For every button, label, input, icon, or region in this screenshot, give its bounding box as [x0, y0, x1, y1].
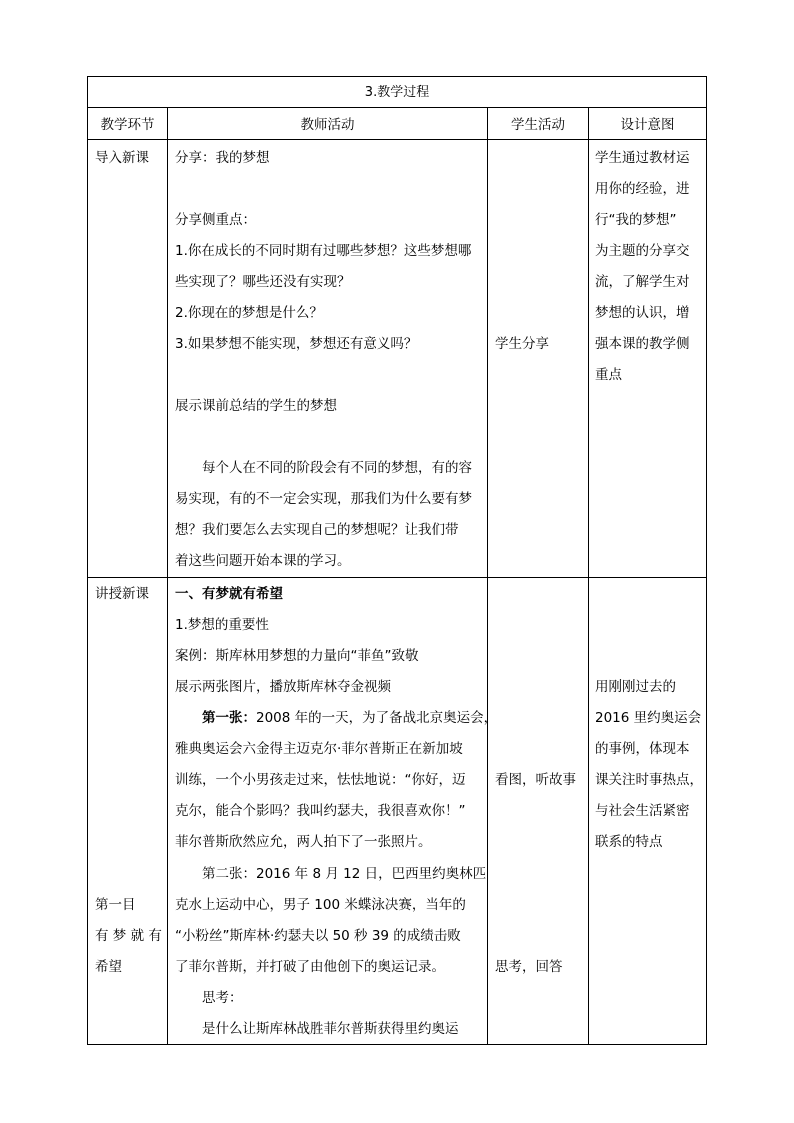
row1-student: 学生分享	[495, 336, 549, 352]
header-student: 学生活动	[511, 117, 565, 133]
row2-student-line: 思考，回答	[495, 959, 563, 975]
rule-row1-bottom	[88, 577, 706, 578]
row2-intent-line: 用刚刚过去的	[595, 679, 676, 695]
row1-teacher-line: 分享：我的梦想	[175, 150, 270, 166]
row2-teacher-line: 雅典奥运会六金得主迈克尔·菲尔普斯正在新加坡	[175, 741, 463, 757]
row1-teacher-line: 每个人在不同的阶段会有不同的梦想，有的容	[202, 460, 472, 476]
row2-intent-line: 2016 里约奥运会	[595, 710, 702, 726]
row2-teacher-line: 展示两张图片，播放斯库林夺金视频	[175, 679, 391, 695]
teaching-process-table	[87, 76, 707, 1045]
row2-intent-line: 联系的特点	[595, 834, 663, 850]
row1-teacher-line: 分享侧重点：	[175, 212, 256, 228]
header-stage: 教学环节	[100, 117, 155, 133]
row1-teacher-line: 2.你现在的梦想是什么？	[175, 305, 323, 321]
row2-intent-line: 课关注时事热点，	[595, 772, 703, 788]
row2-teacher-line: 1.梦想的重要性	[175, 617, 269, 633]
row2-teacher-line: “小粉丝”斯库林·约瑟夫以 50 秒 39 的成绩击败	[175, 928, 461, 944]
rule-header-bottom	[88, 139, 706, 140]
row1-teacher-line: 些实现了？哪些还没有实现？	[175, 274, 351, 290]
row1-teacher-line: 想？我们要怎么去实现自己的梦想呢？让我们带	[175, 522, 459, 538]
row2-teacher-line: 菲尔普斯欣然应允，两人拍下了一张照片。	[175, 834, 432, 850]
row1-intent-line: 流，了解学生对	[595, 274, 690, 290]
row2-teacher-line: 训练，一个小男孩走过来，怯怯地说：“你好，迈	[175, 772, 466, 788]
row2-stage-sub: 第一目	[95, 897, 136, 913]
row1-intent-line: 强本课的教学侧	[595, 336, 690, 352]
header-intent: 设计意图	[620, 117, 675, 133]
row2-teacher-line: 克水上运动中心，男子 100 米蝶泳决赛，当年的	[175, 897, 466, 913]
header-teacher: 教师活动	[300, 117, 355, 133]
photo1-label: 第一张：	[202, 710, 256, 726]
row2-stage: 讲授新课	[95, 586, 149, 602]
row2-stage-sub: 有 梦 就 有	[95, 928, 162, 944]
row2-teacher-line: 第二张：2016 年 8 月 12 日，巴西里约奥林匹	[202, 866, 487, 882]
row1-intent-line: 为主题的分享交	[595, 243, 690, 259]
row1-intent-line: 重点	[595, 367, 622, 383]
row1-teacher-line: 3.如果梦想不能实现，梦想还有意义吗？	[175, 336, 418, 352]
row2-intent-line: 的事例，体现本	[595, 741, 690, 757]
row2-teacher-line	[202, 710, 497, 726]
row1-stage: 导入新课	[95, 150, 149, 166]
row1-intent-line: 用你的经验，进	[595, 181, 690, 197]
row1-intent-line: 梦想的认识，增	[595, 305, 690, 321]
col-divider-1	[167, 107, 168, 1044]
row2-teacher-line: 是什么让斯库林战胜菲尔普斯获得里约奥运	[202, 1021, 459, 1037]
rule-title-bottom	[88, 107, 706, 108]
row1-intent-line: 学生通过教材运	[595, 150, 690, 166]
table-title: 3.教学过程	[364, 85, 430, 100]
row1-teacher-line: 着这些问题开始本课的学习。	[175, 553, 351, 569]
row1-teacher-line: 展示课前总结的学生的梦想	[175, 398, 337, 414]
row2-student-line: 看图，听故事	[495, 772, 576, 788]
row2-teacher-line: 克尔，能合个影吗？我叫约瑟夫，我很喜欢你！”	[175, 803, 466, 819]
row1-intent-line: 行“我的梦想”	[595, 212, 677, 228]
photo1-text: 2008 年的一天，为了备战北京奥运会，	[256, 710, 498, 726]
row2-stage-sub: 希望	[95, 959, 122, 975]
row1-teacher-line: 易实现，有的不一定会实现，那我们为什么要有梦	[175, 491, 472, 507]
row2-teacher-line: 案例：斯库林用梦想的力量向“菲鱼”致敬	[175, 648, 419, 664]
row1-teacher-line: 1.你在成长的不同时期有过哪些梦想？这些梦想哪	[175, 243, 472, 259]
row2-teacher-line: 了菲尔普斯，并打破了由他创下的奥运记录。	[175, 959, 445, 975]
col-divider-3	[588, 107, 589, 1044]
row2-intent-line: 与社会生活紧密	[595, 803, 690, 819]
section-heading: 一、有梦就有希望	[175, 586, 283, 602]
col-divider-2	[487, 107, 488, 1044]
row2-teacher-line: 思考：	[202, 990, 243, 1006]
